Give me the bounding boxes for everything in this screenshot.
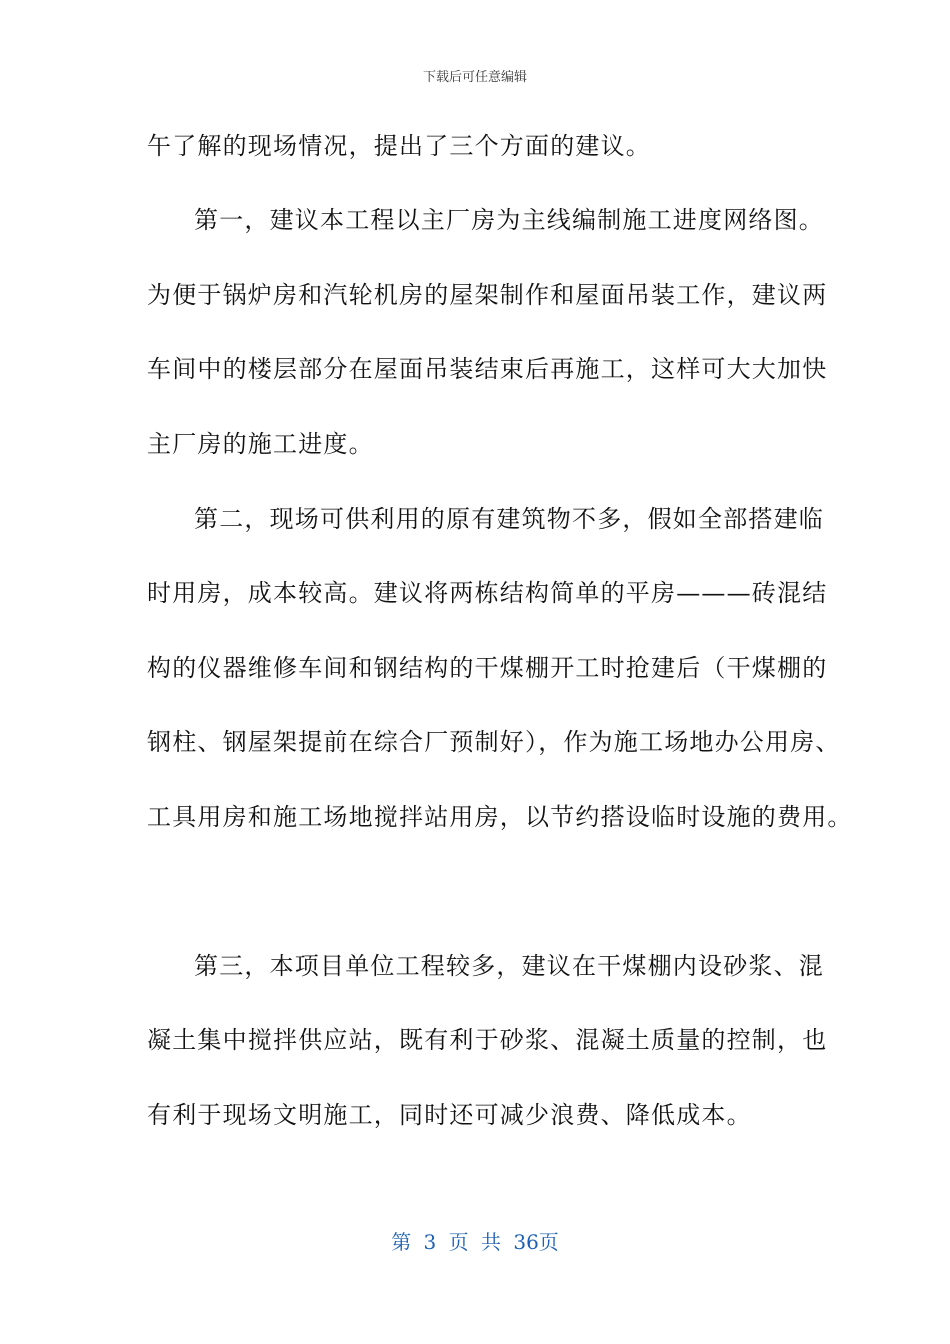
text-line: 凝土集中搅拌供应站，既有利于砂浆、混凝土质量的控制，也	[147, 1026, 828, 1054]
text-line: 车间中的楼层部分在屋面吊装结束后再施工，这样可大大加快	[147, 355, 828, 383]
text-line: 钢柱、钢屋架提前在综合厂预制好），作为施工场地办公用房、	[147, 728, 841, 756]
text-line: 构的仪器维修车间和钢结构的干煤棚开工时抢建后（干煤棚的	[147, 654, 828, 682]
text-line: 有利于现场文明施工，同时还可减少浪费、降低成本。	[147, 1101, 752, 1129]
text-line: 第二，现场可供利用的原有建筑物不多，假如全部搭建临	[194, 505, 824, 533]
text-line: 工具用房和施工场地搅拌站用房，以节约搭设临时设施的费用。	[147, 803, 853, 831]
text-line: 第一，建议本工程以主厂房为主线编制施工进度网络图。	[194, 206, 824, 234]
text-line: 第三，本项目单位工程较多，建议在干煤棚内设砂浆、混	[194, 952, 824, 980]
text-line: 为便于锅炉房和汽轮机房的屋架制作和屋面吊装工作，建议两	[147, 281, 828, 309]
text-line: 主厂房的施工进度。	[147, 430, 374, 458]
text-line: 午了解的现场情况，提出了三个方面的建议。	[147, 132, 651, 160]
page-number-footer: 第 3 页 共 36页	[391, 1230, 559, 1254]
page-header: 下载后可任意编辑	[422, 70, 527, 85]
text-line: 时用房，成本较高。建议将两栋结构简单的平房———砖混结	[147, 579, 828, 607]
